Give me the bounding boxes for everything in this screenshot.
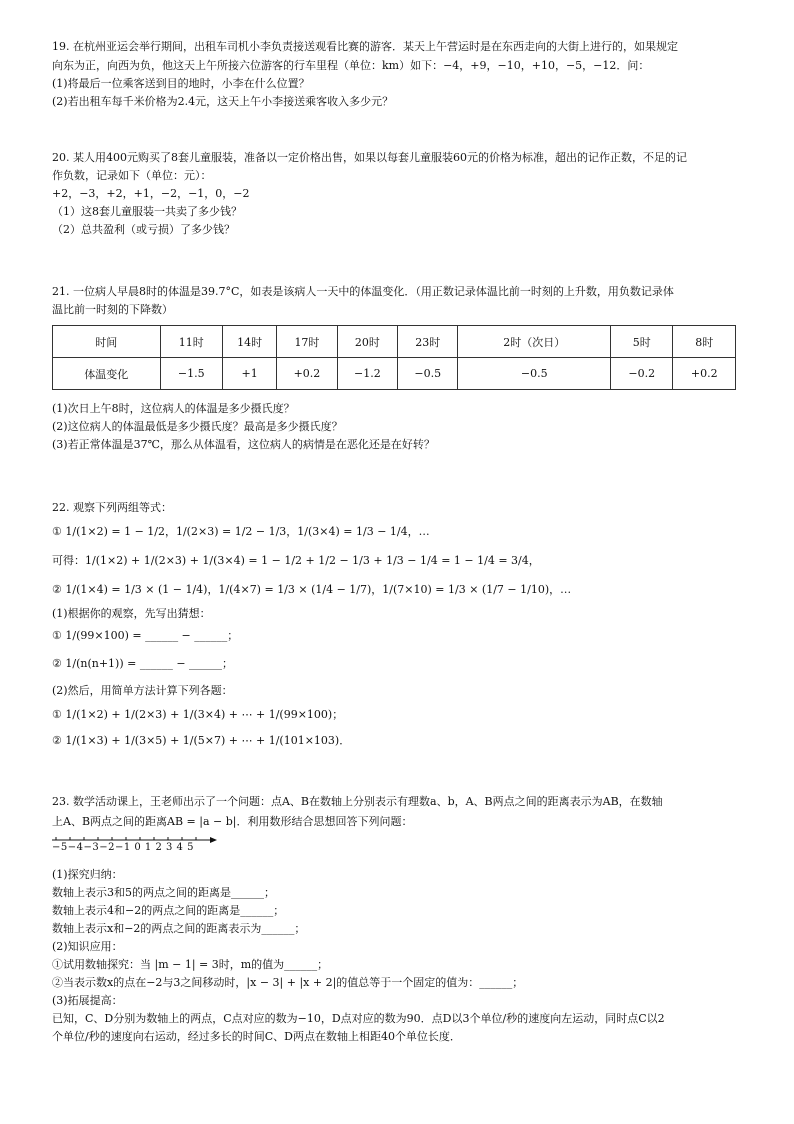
q22-row3: ② 1/(1×4) = 1/3 × (1 − 1/4)，1/(4×7) = 1/3 × (1/4 − 1/7)，1/(7×10) = 1/3 × (1/7 − 1/10)，… — [52, 583, 572, 596]
q23-a1: 数轴上表示3和5的两点之间的距离是______； — [52, 886, 275, 899]
table-cell: 体温变化 — [53, 358, 161, 390]
q22-calc1: ① 1/(1×2) + 1/(2×3) + 1/(3×4) + ⋯ + 1/(99×100)； — [52, 708, 344, 721]
q23-part2: (2)知识应用： — [52, 940, 123, 953]
table-cell: 14时 — [222, 326, 276, 358]
q20-record: +2，−3，+2，+1，−2，−1，0，−2 — [52, 187, 250, 200]
q20-line2: 作负数，记录如下（单位：元）： — [52, 169, 212, 182]
table-cell: 时间 — [53, 326, 161, 358]
q22-calc2: ② 1/(1×3) + 1/(3×5) + 1/(5×7) + ⋯ + 1/(101×103)． — [52, 734, 351, 747]
q23-b1: ①试用数轴探究：当 |m − 1| = 3时，m的值为______； — [52, 958, 329, 971]
q21-line1: 21. 一位病人早晨8时的体温是39.7°C，如表是该病人一天中的体温变化．（用正数记录体温比前一时刻的上升数，用负数记录体 — [52, 285, 674, 298]
q22-title: 22. 观察下列两组等式： — [52, 501, 172, 514]
q22-guess2: ② 1/(n(n+1)) = ______ − ______； — [52, 657, 234, 670]
q23-e2: 个单位/秒的速度向右运动，经过多长的时间C、D两点在数轴上相距40个单位长度． — [52, 1030, 461, 1043]
table-cell: −1.5 — [160, 358, 222, 390]
table-cell: 23时 — [398, 326, 458, 358]
q22-guess1: ① 1/(99×100) = ______ − ______； — [52, 629, 239, 642]
table-cell: 17时 — [277, 326, 337, 358]
q22-row2: 可得：1/(1×2) + 1/(2×3) + 1/(3×4) = 1 − 1/2 + 1/2 − 1/3 + 1/3 − 1/4 = 1 − 1/4 = 3/4， — [52, 554, 540, 567]
q19-line1: 19. 在杭州亚运会举行期间，出租车司机小李负责接送观看比赛的游客．某天上午营运时是在东西走向的大街上进行的，如果规定 — [52, 40, 678, 53]
table-cell: +1 — [222, 358, 276, 390]
table-cell: −0.5 — [398, 358, 458, 390]
q23-line2: 上A、B两点之间的距离AB = |a − b|．利用数形结合思想回答下列问题： — [52, 815, 413, 828]
q21-line2: 温比前一时刻的下降数） — [52, 303, 173, 316]
q23-a3: 数轴上表示x和−2的两点之间的距离表示为______； — [52, 922, 306, 935]
table-cell: 20时 — [337, 326, 397, 358]
q21-sub3: (3)若正常体温是37℃，那么从体温看，这位病人的病情是在恶化还是在好转？ — [52, 438, 435, 451]
table-cell: −1.2 — [337, 358, 397, 390]
q19-sub1: (1)将最后一位乘客送到目的地时，小李在什么位置？ — [52, 77, 310, 90]
number-line — [52, 834, 222, 859]
q20-sub1: （1）这8套儿童服装一共卖了多少钱？ — [52, 205, 242, 218]
q21-sub2: (2)这位病人的体温最低是多少摄氏度？最高是多少摄氏度？ — [52, 420, 343, 433]
table-cell: 2时（次日） — [458, 326, 611, 358]
q19-sub2: (2)若出租车每千米价格为2.4元，这天上午小李接送乘客收入多少元？ — [52, 95, 394, 108]
q23-line1: 23. 数学活动课上，王老师出示了一个问题：点A、B在数轴上分别表示有理数a、b，A、B两点之间的距离表示为AB，在数轴 — [52, 795, 663, 808]
q23-part1: (1)探究归纳： — [52, 868, 123, 881]
q21-sub1: (1)次日上午8时，这位病人的体温是多少摄氏度？ — [52, 402, 295, 415]
q20-sub2: （2）总共盈利（或亏损）了多少钱？ — [52, 223, 235, 236]
q23-part3: (3)拓展提高： — [52, 994, 123, 1007]
table-cell: 5时 — [611, 326, 673, 358]
table-cell: 11时 — [160, 326, 222, 358]
q20-line1: 20. 某人用400元购买了8套儿童服装，准备以一定价格出售，如果以每套儿童服装60元的价格为标准，超出的记作正数，不足的记 — [52, 151, 687, 164]
temperature-table — [52, 325, 736, 390]
q23-a2: 数轴上表示4和−2的两点之间的距离是______； — [52, 904, 285, 917]
q19-line2: 向东为正，向西为负，他这天上午所接六位游客的行车里程（单位：km）如下：−4，+9，−10，+10，−5，−12．问： — [52, 59, 650, 72]
q22-part1: (1)根据你的观察，先写出猜想： — [52, 607, 211, 620]
q22-row1: ① 1/(1×2) = 1 − 1/2，1/(2×3) = 1/2 − 1/3，1/(3×4) = 1/3 − 1/4，… — [52, 525, 430, 538]
table-cell: +0.2 — [277, 358, 337, 390]
table-header-row — [53, 326, 736, 358]
table-row — [53, 358, 736, 390]
table-cell: 8时 — [673, 326, 736, 358]
table-cell: −0.5 — [458, 358, 611, 390]
number-line-labels: −5−4−3−2−1 0 1 2 3 4 5 — [52, 842, 194, 853]
table-cell: +0.2 — [673, 358, 736, 390]
q23-b2: ②当表示数x的点在−2与3之间移动时，|x − 3| + |x + 2|的值总等于一个固定的值为：______； — [52, 976, 524, 989]
table-cell: −0.2 — [611, 358, 673, 390]
q23-e1: 已知，C、D分别为数轴上的两点，C点对应的数为−10，D点对应的数为90．点D以3个单位/秒的速度向左运动，同时点C以2 — [52, 1012, 665, 1025]
q22-part2: (2)然后，用简单方法计算下列各题： — [52, 684, 233, 697]
